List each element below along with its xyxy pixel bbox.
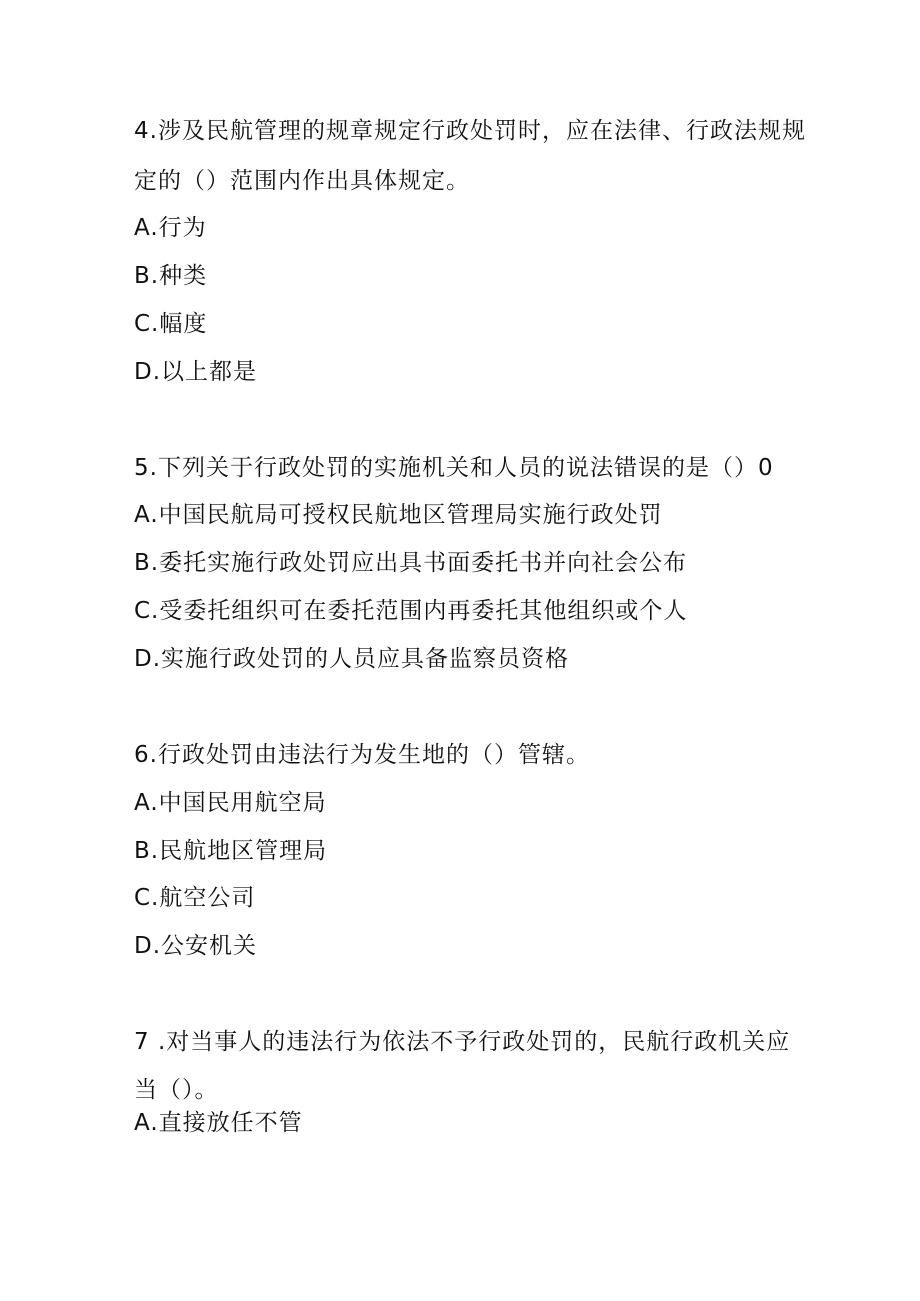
question-5-option-a: A.中国民航局可授权民航地区管理局实施行政处罚 bbox=[134, 502, 663, 528]
question-6-option-b: B.民航地区管理局 bbox=[134, 838, 328, 864]
question-7-option-a: A.直接放任不管 bbox=[134, 1110, 303, 1136]
question-6-option-d: D.公安机关 bbox=[134, 933, 258, 959]
question-4-option-c: C.幅度 bbox=[134, 311, 208, 337]
question-6-stem: 6.行政处罚由违法行为发生地的（）管辖。 bbox=[134, 742, 590, 768]
question-7-stem-line-1: 7 .对当事人的违法行为依法不予行政处罚的，民航行政机关应 bbox=[134, 1029, 791, 1055]
question-4-option-b: B.种类 bbox=[134, 263, 208, 289]
question-5-stem: 5.下列关于行政处罚的实施机关和人员的说法错误的是（）0 bbox=[134, 455, 774, 481]
question-5-option-d: D.实施行政处罚的人员应具备监察员资格 bbox=[134, 646, 570, 672]
question-6-option-a: A.中国民用航空局 bbox=[134, 790, 327, 816]
question-4-stem-line-1: 4.涉及民航管理的规章规定行政处罚时，应在法律、行政法规规 bbox=[134, 118, 806, 144]
question-7-stem-line-2: 当（）。 bbox=[134, 1077, 219, 1103]
question-4-option-d: D.以上都是 bbox=[134, 359, 258, 385]
question-6-option-c: C.航空公司 bbox=[134, 885, 256, 911]
question-4-stem-line-2: 定的（）范围内作出具体规定。 bbox=[134, 168, 470, 194]
question-5-option-b: B.委托实施行政处罚应出具书面委托书并向社会公布 bbox=[134, 550, 688, 576]
question-4-option-a: A.行为 bbox=[134, 215, 207, 241]
question-5-option-c: C.受委托组织可在委托范围内再委托其他组织或个人 bbox=[134, 598, 688, 624]
